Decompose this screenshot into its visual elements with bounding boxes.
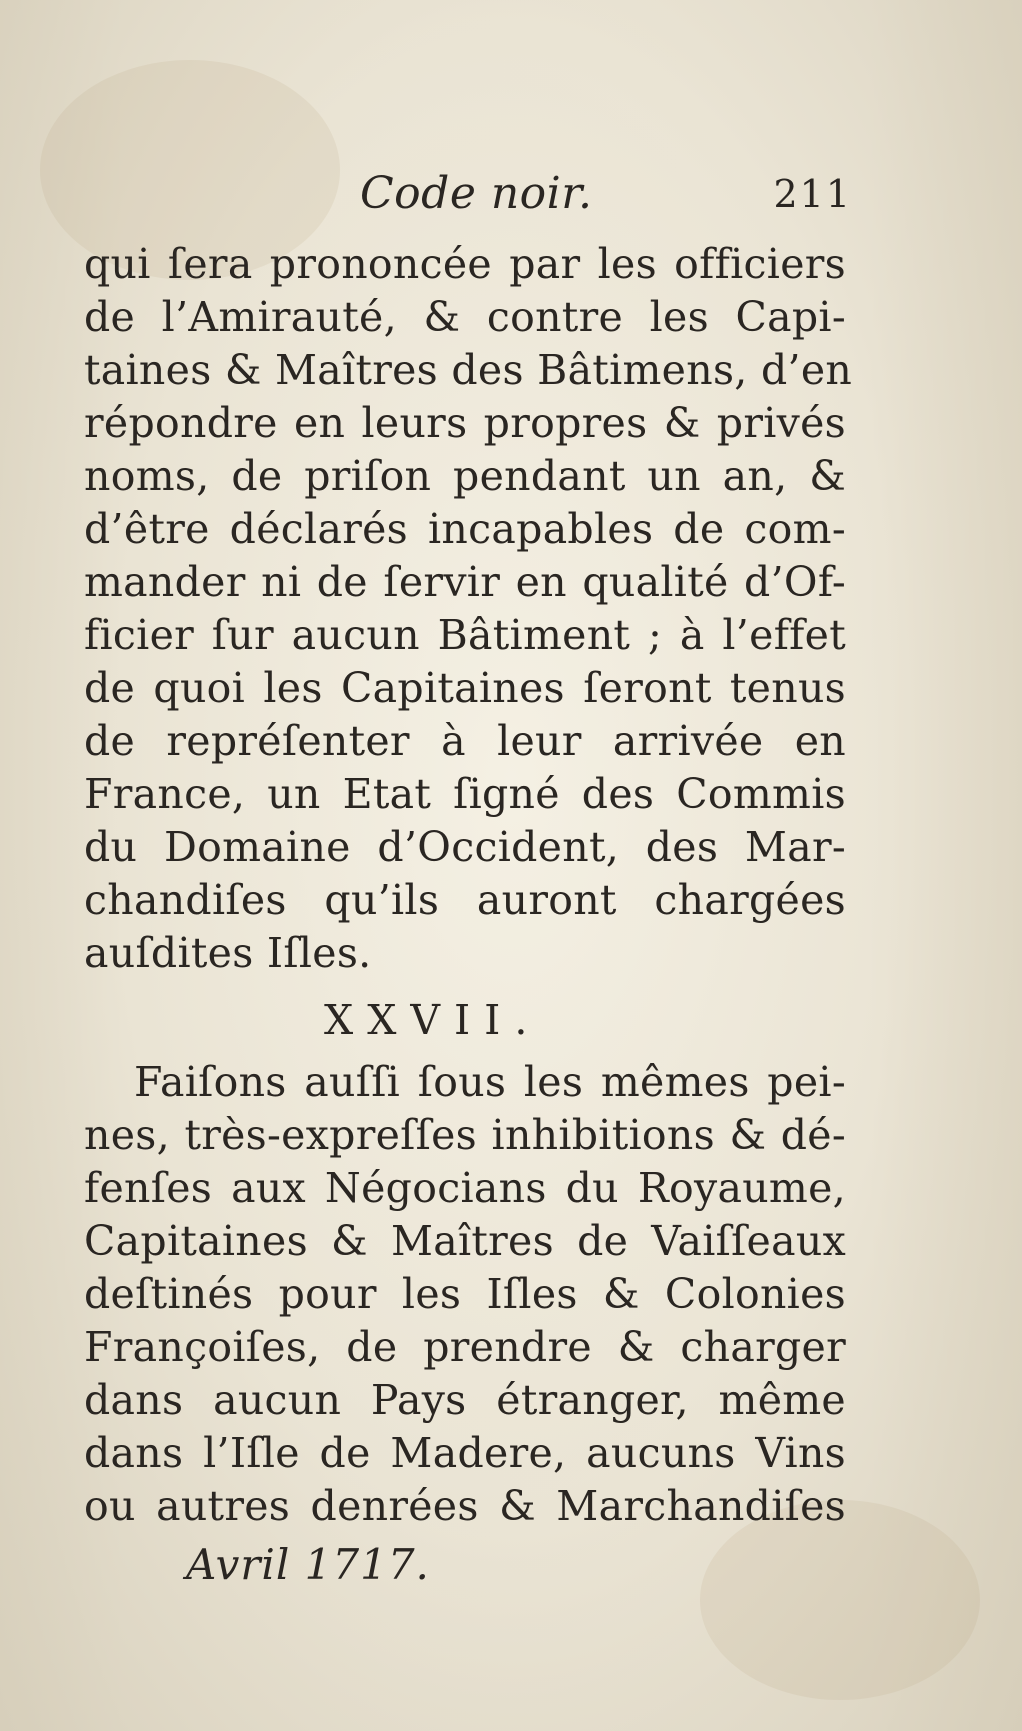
text-line: qui ſera prononcée par les officiers xyxy=(84,240,846,288)
text-line: France, un Etat ſigné des Commis xyxy=(84,770,846,818)
text-line: ficier ſur aucun Bâtiment ; à l’effet xyxy=(84,611,846,659)
text-line: mander ni de ſervir en qualité d’Of- xyxy=(84,558,846,606)
page-header xyxy=(360,168,852,224)
body-text xyxy=(84,238,853,1533)
text-line: dans l’Iſle de Madere, aucuns Vins xyxy=(84,1429,846,1477)
text-line: auſdites Iſles. xyxy=(84,929,372,977)
text-line: de repréſenter à leur arrivée en xyxy=(84,717,846,765)
text-line: Capitaines & Maîtres de Vaiſſeaux xyxy=(84,1217,846,1265)
text-line: Françoiſes, de prendre & charger xyxy=(84,1323,846,1371)
text-line: d’être déclarés incapables de com- xyxy=(84,505,846,553)
text-line: chandiſes qu’ils auront chargées xyxy=(84,876,846,924)
text-line: répondre en leurs propres & privés xyxy=(84,399,846,447)
text-line: Faiſons auſſi ſous les mêmes pei- xyxy=(134,1058,846,1106)
article-number: XXVII. xyxy=(324,996,542,1044)
page-number: 211 xyxy=(773,172,852,216)
text-line: ou autres denrées & Marchandiſes xyxy=(84,1482,846,1530)
text-line: noms, de priſon pendant un an, & xyxy=(84,452,846,500)
text-line: deſtinés pour les Iſles & Colonies xyxy=(84,1270,846,1318)
text-line: dans aucun Pays étranger, même xyxy=(84,1376,846,1424)
catchword: Avril 1717. xyxy=(186,1540,430,1589)
running-head: Code noir. xyxy=(360,168,593,219)
text-line: de quoi les Capitaines ſeront tenus xyxy=(84,664,846,712)
text-line: fenſes aux Négocians du Royaume, xyxy=(84,1164,846,1212)
text-line: du Domaine d’Occident, des Mar- xyxy=(84,823,846,871)
text-line: nes, très-expreſſes inhibitions & dé- xyxy=(84,1111,846,1159)
text-line: taines & Maîtres des Bâtimens, d’en xyxy=(84,346,853,394)
text-line: de l’Amirauté, & contre les Capi- xyxy=(84,293,846,341)
